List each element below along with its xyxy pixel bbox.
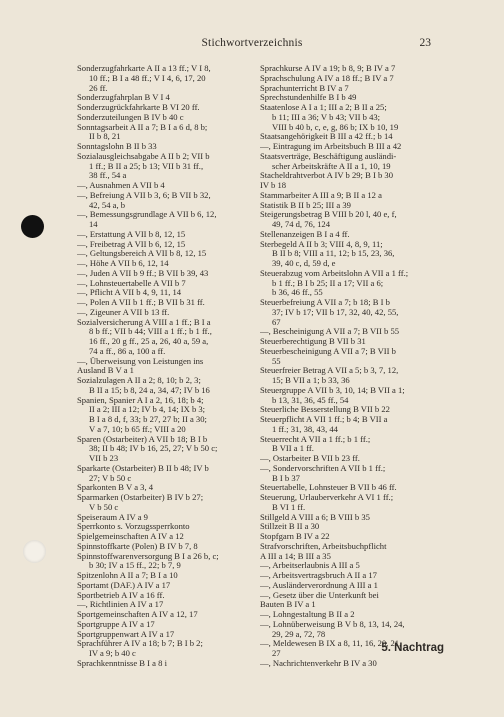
index-line: Stellenanzeigen B I a 4 ff. bbox=[260, 229, 350, 239]
index-line: —, Lohnüberweisung B V b 8, 13, 14, 24, bbox=[260, 619, 405, 629]
index-line: Sparmarken (Ostarbeiter) B IV b 27; bbox=[77, 493, 204, 502]
index-line: —, Bemessungsgrundlage A VII b 6, 12, bbox=[77, 210, 217, 220]
index-line: —, Richtlinien A IV a 17 bbox=[77, 600, 164, 610]
index-line: —, Höhe A VII b 6, 12, 14 bbox=[77, 259, 169, 268]
index-line: IV a 9; b 40 c bbox=[89, 649, 136, 658]
index-line: 37; IV b 17; VII b 17, 32, 40, 42, 55, bbox=[272, 307, 399, 317]
index-line: 14 bbox=[89, 220, 98, 229]
index-line: Sonntagsarbeit A II a 7; B I a 6 d, 8 b; bbox=[77, 122, 208, 132]
index-line: b 30; IV a 15 ff., 22; b 7, 9 bbox=[89, 561, 181, 571]
index-line: —, Eintragung im Arbeitsbuch B III a 42 bbox=[260, 142, 402, 151]
index-line: 38 ff., 54 a bbox=[89, 171, 127, 181]
index-line: Sozialversicherung A VIII a 1 ff.; B I a bbox=[77, 317, 211, 327]
index-line: —, Lohnsteuertabelle A VII b 7 bbox=[77, 278, 186, 288]
index-column-right bbox=[260, 64, 440, 669]
index-line: —, Meldewesen B IX a 8, 11, 16, 20, 21, bbox=[260, 639, 402, 649]
page-title: Stichwortverzeichnis bbox=[201, 37, 303, 49]
index-line: b 1 ff.; B I b 25; II a 17; VII a 6; bbox=[272, 278, 384, 288]
index-line: —, Sondervorschriften A VII b 1 ff.; bbox=[260, 463, 386, 473]
index-line: —, Gesetz über die Unterkunft bei bbox=[260, 590, 379, 600]
index-line: Sprachkenntnisse B I a 8 i bbox=[77, 658, 167, 668]
index-line: 38; II b 48; IV b 16, 25, 27; V b 50 c; bbox=[89, 444, 218, 454]
index-line: 1 ff.; 31, 38, 43, 44 bbox=[272, 424, 338, 434]
index-line: —, Juden A VII b 9 ff.; B VII b 39, 43 bbox=[77, 268, 209, 278]
index-line: Stillzeit B II a 30 bbox=[260, 522, 320, 532]
index-line: B II a 15; b 8, 24 a, 34, 47; IV b 16 bbox=[89, 385, 210, 395]
index-line: —, Überweisung von Leistungen ins bbox=[77, 356, 204, 366]
index-line: Ausland B V a 1 bbox=[77, 366, 134, 376]
index-line: B VI 1 ff. bbox=[272, 502, 306, 512]
index-line: Sportamt (DAF.) A IV a 17 bbox=[77, 580, 171, 590]
index-line: b 36, 46 ff., 55 bbox=[272, 288, 323, 298]
index-line: 49, 74 d, 76, 124 bbox=[272, 220, 331, 229]
index-line: 8 b ff.; VII b 44; VIII a 1 ff.; b 1 ff., bbox=[89, 327, 212, 337]
index-line: IV b 18 bbox=[260, 181, 287, 190]
index-line: —, Geltungsbereich A VII b 8, 12, 15 bbox=[77, 249, 207, 259]
index-line: Statistik B II b 25; III a 39 bbox=[260, 200, 351, 210]
index-line: 27; V b 50 c bbox=[89, 473, 132, 483]
index-line: 42, 54 a, b bbox=[89, 200, 126, 210]
index-line: Steuertabelle, Lohnsteuer B VII b 46 ff. bbox=[260, 483, 397, 493]
index-line: 74 a ff., 86 a, 100 a ff. bbox=[89, 346, 166, 356]
index-line: —, Pflicht A VII b 4, 9, 11, 14 bbox=[77, 288, 182, 298]
page-header bbox=[0, 37, 504, 55]
index-line: Stopfgarn B IV a 22 bbox=[260, 532, 330, 541]
index-line: VII b 23 bbox=[89, 454, 119, 463]
index-line: Sozialausgleichsabgabe A II b 2; VII b bbox=[77, 151, 210, 161]
index-line: B II b 8; VIII a 11, 12; b 15, 23, 36, bbox=[272, 249, 395, 259]
index-line: —, Freibetrag A VII b 6, 12, 15 bbox=[77, 239, 186, 249]
index-line: —, Arbeitserlaubnis A III a 5 bbox=[260, 561, 360, 571]
index-line: Steuerliche Besserstellung B VII b 22 bbox=[260, 405, 390, 415]
index-line: Sonderzugfahrkarte A II a 13 ff.; V I 8, bbox=[77, 64, 211, 73]
index-line: A III a 14; B III a 35 bbox=[260, 551, 331, 561]
index-line: Sportgruppenwart A IV a 17 bbox=[77, 629, 175, 639]
index-line: scher Arbeitskräfte A II a 1, 10, 19 bbox=[272, 161, 391, 171]
index-line: 1 ff.; B II a 25; b 13; VII b 31 ff., bbox=[89, 161, 204, 171]
index-line: Sprachführer A IV a 18; b 7; B I b 2; bbox=[77, 639, 203, 649]
punch-hole-upper bbox=[21, 215, 44, 238]
index-line: Sprachkurse A IV a 19; b 8, 9; B IV a 7 bbox=[260, 64, 396, 73]
index-line: Sportgruppe A IV a 17 bbox=[77, 619, 155, 629]
index-line: Sportgemeinschaften A IV a 12, 17 bbox=[77, 610, 198, 619]
punch-hole-lower bbox=[23, 540, 46, 563]
index-line: Staatenlose A I a 1; III a 2; B II a 25; bbox=[260, 103, 387, 112]
index-line: 55 bbox=[272, 356, 281, 366]
index-line: 10 ff.; B I a 48 ff.; V I 4, 6, 17, 20 bbox=[89, 73, 206, 83]
index-line: Spinnstoffwarenversorgung B I a 26 b, c; bbox=[77, 551, 219, 561]
index-line: Stammarbeiter A III a 9; B II a 12 a bbox=[260, 190, 382, 200]
index-line: 26 ff. bbox=[89, 83, 108, 93]
index-line: —, Nachrichtenverkehr B IV a 30 bbox=[260, 658, 377, 668]
index-line: Spanien, Spanier A I a 2, 16, 18; b 4; bbox=[77, 395, 204, 405]
index-line: 15; B VII a 1; b 33, 36 bbox=[272, 376, 350, 385]
index-line: B I b 37 bbox=[272, 473, 300, 483]
index-line: Sozialzulagen A II a 2; 8, 10; b 2, 3; bbox=[77, 376, 201, 385]
index-line: B VII a 1 ff. bbox=[272, 444, 314, 454]
index-line: Sterbegeld A II b 3; VIII 4, 8, 9, 11; bbox=[260, 239, 383, 249]
index-line: V a 7, 10; b 65 ff.; VIII a 20 bbox=[89, 424, 186, 434]
index-line: Steuerfreier Betrag A VII a 5; b 3, 7, 12, bbox=[260, 366, 399, 376]
index-column-left bbox=[77, 64, 245, 669]
index-line: —, Ausländerverordnung A III a 1 bbox=[260, 580, 378, 590]
index-line: —, Befreiung A VII b 3, 6; B VII b 32, bbox=[77, 190, 211, 200]
index-line: Steuerbescheinigung A VII a 7; B VII b bbox=[260, 346, 396, 356]
index-line: Spitzenlohn A II a 7; B I a 10 bbox=[77, 571, 178, 580]
index-line: II a 2; III a 12; IV b 4, 14; IX b 3; bbox=[89, 405, 206, 415]
index-line: 16 ff., 20 g ff., 25 a, 26, 40 a, 59 a, bbox=[89, 337, 209, 346]
index-line: V b 50 c bbox=[89, 502, 119, 512]
index-line: Steuerpflicht A VII 1 ff.; b 4; B VII a bbox=[260, 415, 388, 424]
index-line: Sparkonten B V a 3, 4 bbox=[77, 483, 154, 493]
index-line: —, Lohngestaltung B II a 2 bbox=[260, 610, 355, 619]
index-line: Spielgemeinschaften A IV a 12 bbox=[77, 532, 184, 541]
supplement-label: 5. Nachtrag bbox=[381, 642, 444, 654]
index-line: Sprachunterricht B IV a 7 bbox=[260, 83, 349, 93]
index-line: Stillgeld A VIII a 6; B VIII b 35 bbox=[260, 512, 370, 522]
index-line: —, Erstattung A VII b 8, 12, 15 bbox=[77, 229, 186, 239]
index-line: —, Polen A VII b 1 ff.; B VII b 31 ff. bbox=[77, 298, 205, 307]
index-line: Steuerrecht A VII a 1 ff.; b 1 ff.; bbox=[260, 434, 371, 444]
index-line: Steuerabzug vom Arbeitslohn A VII a 1 ff.; bbox=[260, 268, 409, 278]
index-line: Stacheldrahtverbot A IV b 29; B I b 30 bbox=[260, 171, 394, 181]
index-line: b 13, 31, 36, 45 ff., 54 bbox=[272, 395, 349, 405]
index-line: Sonntagslohn B II b 33 bbox=[77, 142, 157, 151]
index-line: Spinnstoffkarte (Polen) B IV b 7, 8 bbox=[77, 541, 198, 551]
index-line: —, Ostarbeiter B VII b 23 ff. bbox=[260, 454, 360, 463]
index-line: Sonderzuteilungen B IV b 40 c bbox=[77, 112, 184, 122]
index-line: Sparkarte (Ostarbeiter) B II b 48; IV b bbox=[77, 463, 209, 473]
index-line: Staatsverträge, Beschäftigung ausländi- bbox=[260, 151, 397, 161]
index-line: b 11; III a 36; V b 43; VII b 43; bbox=[272, 112, 381, 122]
index-line: —, Arbeitsvertragsbruch A II a 17 bbox=[260, 571, 377, 580]
index-line: Steigerungsbetrag B VIII b 20 l, 40 e, f, bbox=[260, 210, 397, 220]
index-line: 27 bbox=[272, 649, 281, 658]
index-line: 67 bbox=[272, 317, 281, 327]
index-line: Steuergruppe A VII b 3, 10, 14; B VII a 1; bbox=[260, 385, 405, 395]
index-line: Sparen (Ostarbeiter) A VII b 18; B I b bbox=[77, 434, 208, 444]
index-line: Steuerung, Urlauberverkehr A VI 1 ff.; bbox=[260, 493, 394, 502]
index-line: —, Ausnahmen A VII b 4 bbox=[77, 181, 165, 190]
index-line: Sperrkonto s. Vorzugssperrkonto bbox=[77, 522, 190, 532]
index-line: Sonderzugfahrplan B V I 4 bbox=[77, 93, 170, 103]
index-line: Steuerbefreiung A VII a 7; b 18; B I b bbox=[260, 298, 390, 307]
index-line: —, Zigeuner A VII b 13 ff. bbox=[77, 307, 170, 317]
index-line: II b 8, 21 bbox=[89, 132, 121, 142]
index-line: Bauten B IV a 1 bbox=[260, 600, 316, 610]
index-line: Staatsangehörigkeit B III a 42 ff.; b 14 bbox=[260, 132, 393, 142]
index-line: VIII b 40 b, c, e, g, 86 b; IX b 10, 19 bbox=[272, 122, 399, 132]
index-line: —, Bescheinigung A VII a 7; B VII b 55 bbox=[260, 327, 400, 337]
page-number: 23 bbox=[419, 37, 431, 49]
index-line: Sonderzugrückfahrkarte B VI 20 ff. bbox=[77, 103, 200, 112]
index-line: 29, 29 a, 72, 78 bbox=[272, 629, 326, 639]
index-line: Sprachschulung A IV a 18 ff.; B IV a 7 bbox=[260, 73, 394, 83]
index-line: 39, 40 c, d, 59 d, e bbox=[272, 259, 336, 268]
index-line: B I a 8 d, f, 33; b 27, 27 b; II a 30; bbox=[89, 415, 207, 424]
index-line: Speiseraum A IV a 9 bbox=[77, 512, 148, 522]
index-line: Sprechstundenhilfe B I b 49 bbox=[260, 93, 357, 103]
index-line: Sportbetrieb A IV a 16 ff. bbox=[77, 590, 165, 600]
index-line: Strafvorschriften, Arbeitsbuchpflicht bbox=[260, 541, 387, 551]
index-line: Steuerberechtigung B VII b 31 bbox=[260, 337, 366, 346]
